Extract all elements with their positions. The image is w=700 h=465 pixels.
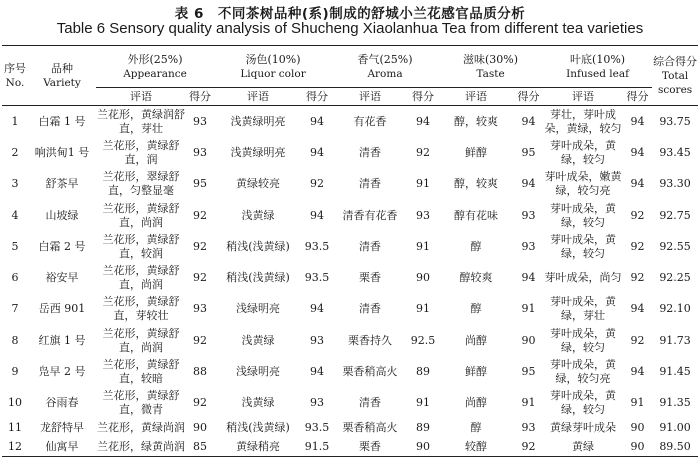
cell-leaf-comment: 黄绿芽叶成朵	[550, 421, 617, 435]
header-total: 综合得分 Total scores	[653, 54, 698, 96]
cell-aroma-score: 93	[416, 208, 431, 222]
cell-no: 5	[11, 239, 19, 253]
subheader-comment: 评语	[96, 88, 186, 106]
cell-aroma-score: 92	[416, 145, 431, 159]
cell-variety: 裕安早	[45, 271, 79, 285]
cell-liquor-comment: 浅绿明亮	[236, 365, 281, 379]
cell-leaf-comment: 芽叶成朵，黄绿，较匀	[550, 201, 617, 229]
cell-leaf-comment: 芽叶成朵，尚匀	[544, 271, 622, 285]
cell-taste-comment: 鲜醇	[465, 145, 488, 159]
cell-aroma-comment: 清香	[359, 396, 382, 410]
cell-appearance-comment: 兰花形，黄绿舒直，润	[102, 138, 180, 166]
header-liquor-color: 汤色(10%) Liquor color	[240, 52, 306, 80]
header-row-sub	[2, 88, 698, 106]
cell-aroma-score: 91	[416, 302, 431, 316]
cell-total: 91.00	[659, 421, 691, 435]
cell-taste-comment: 鲜醇	[465, 365, 488, 379]
cell-leaf-score: 94	[623, 106, 652, 138]
table-row	[2, 200, 698, 231]
subheader-score: 得分	[623, 88, 652, 106]
cell-appearance-score: 92	[193, 208, 207, 222]
cell-total: 93.75	[652, 106, 698, 138]
subheader-comment: 评语	[214, 88, 302, 106]
cell-aroma-score: 91	[416, 177, 431, 191]
cell-no: 12	[2, 438, 28, 457]
header-taste: 滋味(30%) Taste	[463, 52, 519, 80]
header-infused-leaf: 叶底(10%) Infused leaf	[566, 52, 630, 80]
table-row	[2, 419, 698, 438]
cell-aroma-score: 94	[408, 106, 438, 138]
cell-liquor-score: 94	[310, 208, 325, 222]
cell-taste-comment: 醇	[470, 302, 482, 316]
cell-aroma-score: 90	[408, 438, 438, 457]
cell-no: 3	[11, 177, 19, 191]
cell-taste-score: 95	[521, 145, 536, 159]
cell-appearance-comment: 兰花形，黄绿舒直，尚润	[102, 201, 180, 229]
cell-liquor-comment: 浅黄绿明亮	[214, 106, 302, 138]
cell-taste-comment: 醇，较爽	[454, 177, 499, 191]
cell-leaf-score: 94	[630, 177, 645, 191]
cell-variety: 岳西 901	[38, 302, 86, 316]
subheader-score: 得分	[186, 88, 214, 106]
table-caption-cn: 表 6 不同茶树品种(系)制成的舒城小兰花感官品质分析	[174, 6, 526, 22]
cell-variety: 山坡绿	[45, 208, 79, 222]
cell-liquor-comment: 稍浅(浅黄绿)	[226, 271, 290, 285]
table-row	[2, 388, 698, 419]
cell-appearance-score: 85	[186, 438, 214, 457]
cell-liquor-score: 94	[310, 365, 325, 379]
cell-no: 2	[11, 145, 19, 159]
cell-liquor-score: 94	[310, 302, 325, 316]
cell-liquor-comment: 稍浅(浅黄绿)	[226, 239, 290, 253]
cell-aroma-comment: 清香	[359, 239, 382, 253]
cell-aroma-score: 89	[416, 421, 431, 435]
cell-total: 93.45	[659, 145, 691, 159]
cell-no: 10	[8, 396, 22, 410]
cell-appearance-comment: 兰花形，黄绿舒直，微青	[102, 389, 180, 417]
cell-leaf-score: 92	[630, 208, 645, 222]
cell-liquor-comment: 浅黄绿	[241, 333, 275, 347]
cell-taste-score: 94	[521, 177, 536, 191]
cell-aroma-comment: 清香	[359, 177, 382, 191]
cell-aroma-comment: 栗香稍高火	[342, 421, 398, 435]
cell-leaf-score: 94	[630, 302, 645, 316]
cell-leaf-score: 94	[630, 365, 645, 379]
cell-aroma-comment: 清香	[359, 145, 382, 159]
header-appearance: 外形(25%) Appearance	[123, 52, 187, 80]
cell-appearance-comment: 兰花形，黄绿舒直，较暗	[102, 358, 180, 386]
cell-taste-score: 93	[521, 421, 536, 435]
cell-appearance-comment: 兰花形，黄绿舒直，芽较壮	[102, 295, 180, 323]
cell-taste-score: 90	[521, 333, 536, 347]
cell-variety: 白霜 1 号	[28, 106, 96, 138]
cell-taste-score: 93	[521, 208, 536, 222]
cell-liquor-score: 93.5	[304, 421, 330, 435]
cell-appearance-score: 88	[193, 365, 207, 379]
cell-leaf-comment: 芽叶成朵，黄绿，较匀	[550, 232, 617, 260]
cell-no: 6	[11, 271, 19, 285]
cell-variety: 谷雨春	[45, 396, 79, 410]
cell-taste-comment: 尚醇	[465, 396, 488, 410]
cell-leaf-comment: 芽叶成朵，黄绿，较匀	[550, 138, 617, 166]
cell-liquor-score: 93	[310, 333, 325, 347]
cell-appearance-score: 93	[186, 106, 214, 138]
cell-variety: 仙寓早	[28, 438, 96, 457]
cell-leaf-comment: 黄绿	[543, 438, 623, 457]
cell-leaf-score: 90	[623, 438, 652, 457]
cell-aroma-score: 90	[416, 271, 431, 285]
cell-liquor-comment: 浅黄绿	[241, 396, 275, 410]
cell-total: 89.50	[652, 438, 698, 457]
cell-appearance-score: 93	[193, 302, 207, 316]
cell-total: 91.35	[659, 396, 691, 410]
cell-aroma-comment: 栗香持久	[348, 333, 393, 347]
cell-aroma-comment: 清香有花香	[342, 208, 398, 222]
cell-aroma-score: 91	[416, 239, 431, 253]
cell-leaf-comment: 芽叶成朵，黄绿，芽壮	[550, 295, 617, 323]
subheader-comment: 评语	[438, 88, 514, 106]
sensory-quality-table	[2, 45, 698, 457]
cell-taste-comment: 醇较爽	[459, 271, 493, 285]
header-variety: 品种 Variety	[43, 61, 81, 89]
cell-appearance-comment: 兰花形，黄绿尚润	[97, 421, 185, 435]
cell-variety: 响洪甸1 号	[34, 145, 90, 159]
cell-liquor-comment: 稍浅(浅黄绿)	[226, 421, 290, 435]
cell-taste-comment: 醇，较爽	[438, 106, 514, 138]
cell-liquor-score: 93.5	[304, 271, 330, 285]
cell-appearance-score: 95	[193, 177, 207, 191]
cell-appearance-comment: 兰花形，黄绿舒直，较润	[102, 232, 180, 260]
cell-no: 8	[11, 333, 19, 347]
cell-liquor-comment: 黄绿较亮	[236, 177, 281, 191]
table-row	[2, 169, 698, 200]
cell-leaf-comment: 芽叶成朵，嫩黄绿，较匀亮	[544, 170, 622, 198]
cell-appearance-score: 90	[193, 421, 207, 435]
cell-variety: 红旗 1 号	[38, 333, 86, 347]
cell-taste-comment: 醇	[470, 239, 482, 253]
table-row	[2, 438, 698, 457]
table-row	[2, 137, 698, 168]
cell-total: 91.45	[659, 365, 691, 379]
header-no: 序号 No.	[4, 61, 26, 89]
cell-taste-score: 94	[514, 106, 543, 138]
cell-variety: 白霜 2 号	[38, 239, 86, 253]
subheader-score: 得分	[514, 88, 543, 106]
cell-appearance-comment: 兰花形，黄绿舒直，尚润	[102, 264, 180, 292]
cell-aroma-comment: 栗香稍高火	[342, 365, 398, 379]
cell-no: 1	[2, 106, 28, 138]
cell-liquor-comment: 浅黄绿明亮	[230, 145, 286, 159]
cell-appearance-comment: 兰花形，绿黄尚润	[96, 438, 186, 457]
cell-liquor-score: 94	[302, 106, 332, 138]
subheader-comment: 评语	[543, 88, 623, 106]
cell-leaf-comment: 芽叶成朵，黄绿，较匀亮	[550, 358, 617, 386]
cell-leaf-score: 92	[630, 333, 645, 347]
cell-aroma-score: 91	[416, 396, 431, 410]
cell-leaf-comment: 芽叶成朵，黄绿，较匀	[550, 389, 617, 417]
cell-aroma-comment: 清香	[359, 302, 382, 316]
cell-liquor-score: 93.5	[304, 239, 330, 253]
cell-leaf-comment: 芽叶成朵，黄绿，较匀	[550, 326, 617, 354]
cell-appearance-score: 92	[193, 396, 207, 410]
cell-taste-score: 92	[514, 438, 543, 457]
subheader-score: 得分	[302, 88, 332, 106]
cell-variety: 舒茶早	[45, 177, 79, 191]
cell-total: 93.30	[659, 177, 691, 191]
header-row-main	[2, 46, 698, 88]
cell-liquor-comment: 浅黄绿	[241, 208, 275, 222]
table-row	[2, 231, 698, 262]
cell-liquor-score: 91.5	[302, 438, 332, 457]
cell-leaf-score: 92	[630, 271, 645, 285]
cell-total: 91.73	[659, 333, 691, 347]
cell-appearance-comment: 兰花形，黄绿舒直，尚润	[102, 326, 180, 354]
cell-leaf-score: 92	[630, 239, 645, 253]
cell-appearance-score: 92	[193, 239, 207, 253]
cell-aroma-comment: 有花香	[332, 106, 408, 138]
cell-liquor-score: 93	[310, 396, 325, 410]
table-row	[2, 356, 698, 387]
header-aroma: 香气(25%) Aroma	[357, 52, 413, 80]
cell-aroma-comment: 栗香	[332, 438, 408, 457]
cell-leaf-score: 90	[630, 421, 645, 435]
cell-appearance-score: 92	[193, 333, 207, 347]
cell-leaf-score: 91	[630, 396, 645, 410]
cell-taste-score: 93	[521, 239, 536, 253]
cell-liquor-score: 92	[310, 177, 325, 191]
cell-aroma-score: 92.5	[410, 333, 436, 347]
cell-taste-score: 94	[521, 271, 536, 285]
cell-taste-score: 91	[521, 302, 536, 316]
table-row	[2, 262, 698, 293]
table-row	[2, 106, 698, 138]
cell-no: 9	[11, 365, 19, 379]
cell-taste-score: 95	[521, 365, 536, 379]
cell-aroma-comment: 栗香	[359, 271, 382, 285]
cell-no: 7	[11, 302, 19, 316]
cell-taste-comment: 醇	[470, 421, 482, 435]
cell-liquor-score: 94	[310, 145, 325, 159]
cell-appearance-comment: 兰花形，翠绿舒直，匀整显毫	[102, 170, 180, 198]
cell-leaf-score: 94	[630, 145, 645, 159]
cell-no: 11	[8, 421, 22, 435]
cell-variety: 凫早 2 号	[38, 365, 86, 379]
table-caption-en: Table 6 Sensory quality analysis of Shucheng Xiaolanhua Tea from different tea varieties	[56, 20, 644, 37]
cell-liquor-comment: 浅绿明亮	[236, 302, 281, 316]
cell-appearance-score: 93	[193, 145, 207, 159]
subheader-score: 得分	[408, 88, 438, 106]
cell-aroma-score: 89	[416, 365, 431, 379]
table-row	[2, 294, 698, 325]
cell-variety: 龙舒特早	[40, 421, 84, 435]
cell-taste-score: 91	[521, 396, 536, 410]
cell-no: 4	[11, 208, 19, 222]
cell-taste-comment: 醇有花味	[454, 208, 499, 222]
cell-total: 92.75	[659, 208, 691, 222]
subheader-comment: 评语	[332, 88, 408, 106]
cell-liquor-comment: 黄绿稍亮	[214, 438, 302, 457]
cell-total: 92.55	[659, 239, 691, 253]
table-row	[2, 325, 698, 356]
cell-appearance-score: 92	[193, 271, 207, 285]
cell-taste-comment: 尚醇	[465, 333, 488, 347]
cell-total: 92.10	[659, 302, 691, 316]
cell-total: 92.25	[659, 271, 691, 285]
cell-appearance-comment: 兰花形，黄绿润舒直，芽壮	[96, 106, 186, 138]
cell-taste-comment: 较醇	[438, 438, 514, 457]
cell-leaf-comment: 芽壮，芽叶成朵，黄绿，较匀	[543, 106, 623, 138]
